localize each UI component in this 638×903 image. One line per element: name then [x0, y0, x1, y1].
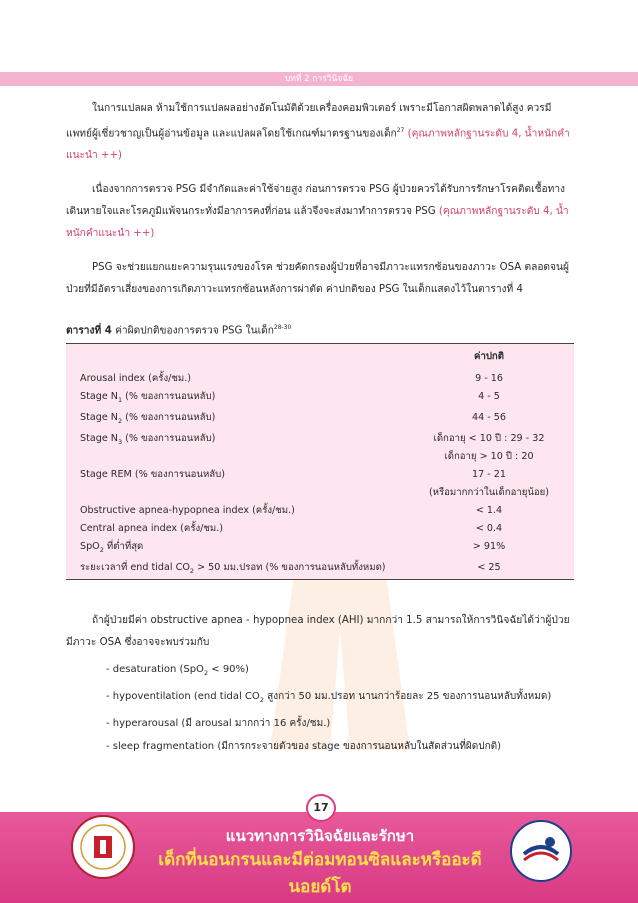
paragraph-2-text: เนื่องจากการตรวจ PSG มีจำกัดและค่าใช้จ่ายสูง ก่อนการตรวจ PSG ผู้ป่วยควรได้รับการรักษาโรคติดเชื้อทางเดินหายใจและโรคภูมิแพ้จนกระทั่งมีอาการคงที่ก่อน แล้วจึงจะส่งมาทำการตรวจ PSG	[66, 184, 566, 218]
row-value: < 1.4	[475, 504, 503, 516]
table-row	[66, 559, 574, 580]
row-value: > 91%	[472, 540, 506, 552]
label-part: ระยะเวลาที่ end tidal CO	[80, 561, 190, 573]
value-line: เด็กอายุ > 10 ปี : 20	[444, 450, 534, 462]
paragraph-2	[66, 179, 574, 245]
label-part: ที่ต่ำที่สุด	[103, 540, 144, 552]
column-header-normal: ค่าปกติ	[474, 350, 504, 362]
medical-society-logo-icon	[70, 814, 136, 880]
table-row	[66, 502, 574, 520]
table-row	[66, 538, 574, 559]
page-number: 17	[306, 794, 336, 822]
label-part: (% ของการนอนหลับ)	[122, 432, 216, 444]
evidence-level-note: (คุณภาพหลักฐานระดับ 4, น้ำหนักคำแนะนำ ++)	[66, 206, 569, 240]
row-label: Obstructive apnea-hypopnea index (ครั้ง/ชม.)	[80, 504, 295, 516]
table-row	[66, 520, 574, 538]
table-header-row	[66, 343, 574, 370]
table-number: ตารางที่ 4	[66, 325, 112, 337]
value-line: (หรือมากกว่าในเด็กอายุน้อย)	[428, 486, 550, 498]
evidence-level-note: (คุณภาพหลักฐานระดับ 4, น้ำหนักคำแนะนำ ++)	[66, 128, 570, 162]
list-item-subscript: 2	[259, 696, 264, 705]
chapter-label: บทที่ 2 การวินิจฉัย	[284, 74, 354, 84]
paragraph-1-text: ในการแปลผล ห้ามใช้การแปลผลอย่างอัตโนมัติด้วยเครื่องคอมพิวเตอร์ เพราะมีโอกาสผิดพลาดได้สูง ควรมีแพทย์ผู้เชี่ยวชาญเป็นผู้อ่านข้อมูล และแปลผลโดยใช้เกณฑ์มาตรฐานของเด็ก	[66, 103, 552, 140]
label-part: Stage N	[80, 432, 118, 444]
label-subscript: 2	[189, 566, 195, 575]
associated-findings-list	[66, 658, 574, 758]
row-value: < 0.4	[475, 522, 503, 534]
label-subscript: 1	[117, 395, 123, 404]
table-row	[66, 466, 574, 502]
row-value: 4 - 5	[478, 390, 500, 402]
paragraph-3: PSG จะช่วยแยกแยะความรุนแรงของโรค ช่วยคัดกรองผู้ป่วยที่อาจมีภาวะแทรกซ้อนของภาวะ OSA ตลอดจนผู้ป่วยที่มีอัตราเสี่ยงของการเกิดภาวะแทรกซ้อนหลังการผ่าตัด ค่าปกติของ PSG ในเด็กแสดงไว้ในตารางที่ 4	[66, 262, 569, 296]
list-item	[66, 658, 574, 685]
list-item-text: < 90%)	[208, 664, 249, 676]
table-title	[66, 319, 574, 340]
sleep-society-logo-icon	[510, 820, 572, 882]
row-label: Stage REM (% ของการนอนหลับ)	[80, 468, 226, 480]
table-row	[66, 370, 574, 388]
row-label	[66, 559, 404, 580]
label-part: > 50 มม.ปรอท (% ของการนอนหลับทั้งหมด)	[194, 561, 386, 573]
label-subscript: 2	[117, 416, 123, 425]
row-label: Central apnea index (ครั้ง/ชม.)	[80, 522, 224, 534]
value-line: 17 - 21	[472, 468, 506, 480]
value-line: เด็กอายุ < 10 ปี : 29 - 32	[433, 432, 545, 444]
row-label	[66, 430, 404, 466]
table-row	[66, 388, 574, 409]
row-label: Arousal index (ครั้ง/ชม.)	[80, 372, 191, 384]
list-item	[66, 685, 574, 712]
row-value: 44 - 56	[472, 411, 506, 423]
list-item-text: - desaturation (SpO	[106, 664, 204, 676]
table-row	[66, 430, 574, 466]
label-subscript: 2	[99, 545, 104, 554]
list-item-text: - hypoventilation (end tidal CO	[106, 691, 260, 703]
label-part: (% ของการนอนหลับ)	[122, 390, 216, 402]
list-item: - hyperarousal (มี arousal มากกว่า 16 ครั้ง/ชม.)	[106, 718, 331, 730]
label-subscript: 3	[117, 437, 123, 446]
label-part: Stage N	[80, 411, 118, 423]
row-value	[404, 430, 574, 466]
list-item-text: สูงกว่า 50 มม.ปรอท นานกว่าร้อยละ 25 ของการนอนหลับทั้งหมด)	[263, 691, 552, 703]
label-part: SpO	[80, 540, 100, 552]
row-label	[66, 409, 404, 430]
table-caption: ค่าผิดปกติของการตรวจ PSG ในเด็ก	[115, 325, 274, 337]
paragraph-1	[66, 98, 574, 167]
list-item-subscript: 2	[203, 669, 209, 678]
footer-subtitle: เด็กที่นอนกรนและมีต่อมทอนซิลและหรืออะดีนอยด์โต	[158, 850, 482, 897]
table-row	[66, 409, 574, 430]
citation-superscript: 27	[396, 127, 405, 134]
psg-normal-values-table	[66, 343, 574, 581]
paragraph-4: ถ้าผู้ป่วยมีค่า obstructive apnea - hypopnea index (AHI) มากกว่า 1.5 สามารถให้การวินิจฉัยได้ว่าผู้ป่วยมีภาวะ OSA ซึ่งอาจจะพบร่วมกับ	[66, 615, 570, 649]
row-label	[66, 538, 404, 559]
main-content	[66, 98, 574, 758]
footer-title: แนวทางการวินิจฉัยและรักษา	[225, 827, 415, 845]
row-value: < 25	[477, 561, 501, 573]
label-part: Stage N	[80, 390, 118, 402]
row-value: 9 - 16	[475, 372, 503, 384]
row-value	[404, 466, 574, 502]
label-part: (% ของการนอนหลับ)	[122, 411, 216, 423]
row-label	[66, 388, 404, 409]
table-citation: 28-30	[273, 324, 292, 332]
list-item: - sleep fragmentation (มีการกระจายตัวของ stage ของการนอนหลับในสัดส่วนที่ผิดปกติ)	[106, 741, 502, 753]
